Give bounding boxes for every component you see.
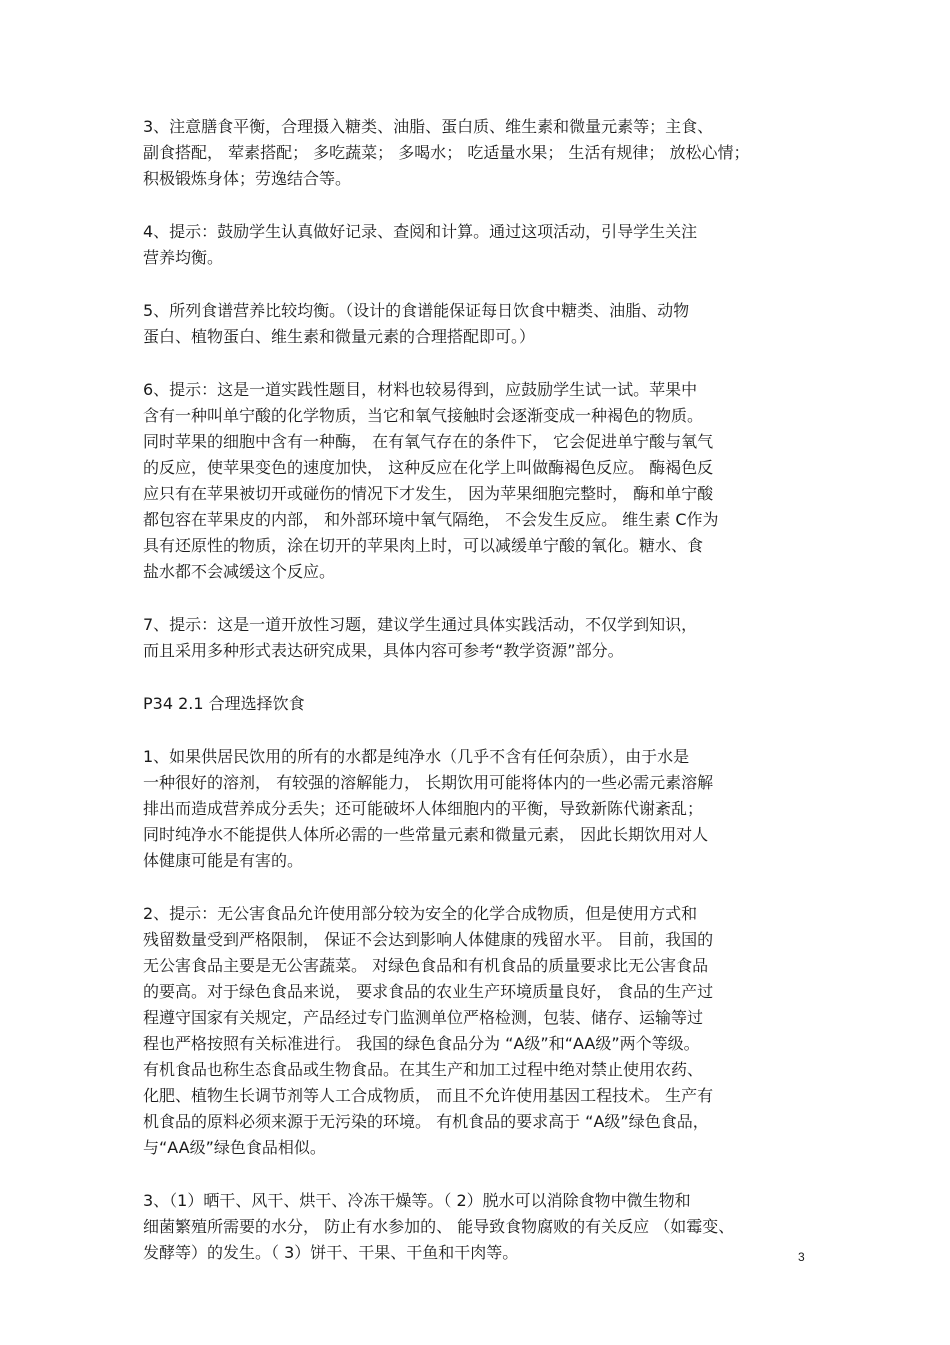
text-line: 副食搭配， 荤素搭配； 多吃蔬菜； 多喝水； 吃适量水果； 生活有规律； 放松心情； xyxy=(143,143,750,162)
text-line: 发酵等）的发生。（ 3）饼干、干果、干鱼和干肉等。 xyxy=(143,1243,519,1262)
text-line: 有机食品也称生态食品或生物食品。在其生产和加工过程中绝对禁止使用农药、 xyxy=(143,1060,704,1079)
text-line: 具有还原性的物质，涂在切开的苹果肉上时，可以减缓单宁酸的氧化。糖水、食 xyxy=(143,536,704,555)
paragraph-gap xyxy=(143,350,808,377)
paragraph-answer-4 xyxy=(143,219,808,271)
text-line: 化肥、植物生长调节剂等人工合成物质， 而且不允许使用基因工程技术。 生产有 xyxy=(143,1086,714,1105)
text-line: 而且采用多种形式表达研究成果，具体内容可参考“教学资源”部分。 xyxy=(143,641,624,660)
document-body xyxy=(143,114,808,1266)
text-line: 3、（1）晒干、风干、烘干、冷冻干燥等。（ 2）脱水可以消除食物中微生物和 xyxy=(143,1191,691,1210)
text-line: 蛋白、植物蛋白、维生素和微量元素的合理搭配即可。） xyxy=(143,327,536,346)
text-line: 的要高。对于绿色食品来说， 要求食品的农业生产环境质量良好， 食品的生产过 xyxy=(143,982,714,1001)
paragraph-gap xyxy=(143,192,808,219)
text-line: 5、所列食谱营养比较均衡。（设计的食谱能保证每日饮食中糖类、油脂、动物 xyxy=(143,301,690,320)
paragraph-section-answer-1 xyxy=(143,744,808,874)
paragraph-answer-7 xyxy=(143,612,808,664)
page-number: 3 xyxy=(798,1250,805,1264)
text-line: 都包容在苹果皮的内部， 和外部环境中氧气隔绝， 不会发生反应。 维生素 C作为 xyxy=(143,510,719,529)
text-line: 盐水都不会减缓这个反应。 xyxy=(143,562,336,581)
paragraph-gap xyxy=(143,874,808,901)
text-line: 应只有在苹果被切开或碰伤的情况下才发生， 因为苹果细胞完整时， 酶和单宁酸 xyxy=(143,484,714,503)
paragraph-answer-5 xyxy=(143,298,808,350)
text-line: 同时苹果的细胞中含有一种酶， 在有氧气存在的条件下， 它会促进单宁酸与氧气 xyxy=(143,432,714,451)
text-line: 无公害食品主要是无公害蔬菜。 对绿色食品和有机食品的质量要求比无公害食品 xyxy=(143,956,709,975)
text-line: 体健康可能是有害的。 xyxy=(143,851,304,870)
text-line: 同时纯净水不能提供人体所必需的一些常量元素和微量元素， 因此长期饮用对人 xyxy=(143,825,709,844)
paragraph-answer-6 xyxy=(143,377,808,585)
text-line: 一种很好的溶剂， 有较强的溶解能力， 长期饮用可能将体内的一些必需元素溶解 xyxy=(143,773,714,792)
paragraph-gap xyxy=(143,271,808,298)
text-line: 6、提示：这是一道实践性题目，材料也较易得到，应鼓励学生试一试。苹果中 xyxy=(143,380,698,399)
text-line: 2、提示：无公害食品允许使用部分较为安全的化学合成物质，但是使用方式和 xyxy=(143,904,698,923)
section-heading xyxy=(143,691,808,717)
paragraph-gap xyxy=(143,717,808,744)
text-line: 的反应，使苹果变色的速度加快， 这种反应在化学上叫做酶褐色反应。 酶褐色反 xyxy=(143,458,714,477)
text-line: 含有一种叫单宁酸的化学物质，当它和氧气接触时会逐渐变成一种褐色的物质。 xyxy=(143,406,704,425)
text-line: 细菌繁殖所需要的水分， 防止有水参加的、 能导致食物腐败的有关反应 （如霉变、 xyxy=(143,1217,735,1236)
text-line: 4、提示：鼓励学生认真做好记录、查阅和计算。通过这项活动，引导学生关注 xyxy=(143,222,698,241)
text-line: 机食品的原料必须来源于无污染的环境。 有机食品的要求高于 “A级”绿色食品， xyxy=(143,1112,709,1131)
text-line: 3、注意膳食平衡，合理摄入糖类、油脂、蛋白质、维生素和微量元素等；主食、 xyxy=(143,117,714,136)
paragraph-gap xyxy=(143,585,808,612)
paragraph-section-answer-3 xyxy=(143,1188,808,1266)
paragraph-section-answer-2 xyxy=(143,901,808,1161)
text-line: 营养均衡。 xyxy=(143,248,224,267)
paragraph-gap xyxy=(143,664,808,691)
text-line: 7、提示：这是一道开放性习题，建议学生通过具体实践活动，不仅学到知识， xyxy=(143,615,698,634)
text-line: 积极锻炼身体；劳逸结合等。 xyxy=(143,169,352,188)
paragraph-gap xyxy=(143,1161,808,1188)
text-line: 排出而造成营养成分丢失；还可能破坏人体细胞内的平衡，导致新陈代谢紊乱； xyxy=(143,799,704,818)
text-line: 残留数量受到严格限制， 保证不会达到影响人体健康的残留水平。 目前，我国的 xyxy=(143,930,714,949)
text-line: 与“AA级”绿色食品相似。 xyxy=(143,1138,326,1157)
text-line: 程也严格按照有关标准进行。 我国的绿色食品分为 “A级”和“AA级”两个等级。 xyxy=(143,1034,700,1053)
paragraph-answer-3 xyxy=(143,114,808,192)
text-line: 程遵守国家有关规定，产品经过专门监测单位严格检测，包装、储存、运输等过 xyxy=(143,1008,704,1027)
text-line: 1、如果供居民饮用的所有的水都是纯净水（几乎不含有任何杂质），由于水是 xyxy=(143,747,690,766)
section-heading-text: P34 2.1 合理选择饮食 xyxy=(143,694,305,713)
